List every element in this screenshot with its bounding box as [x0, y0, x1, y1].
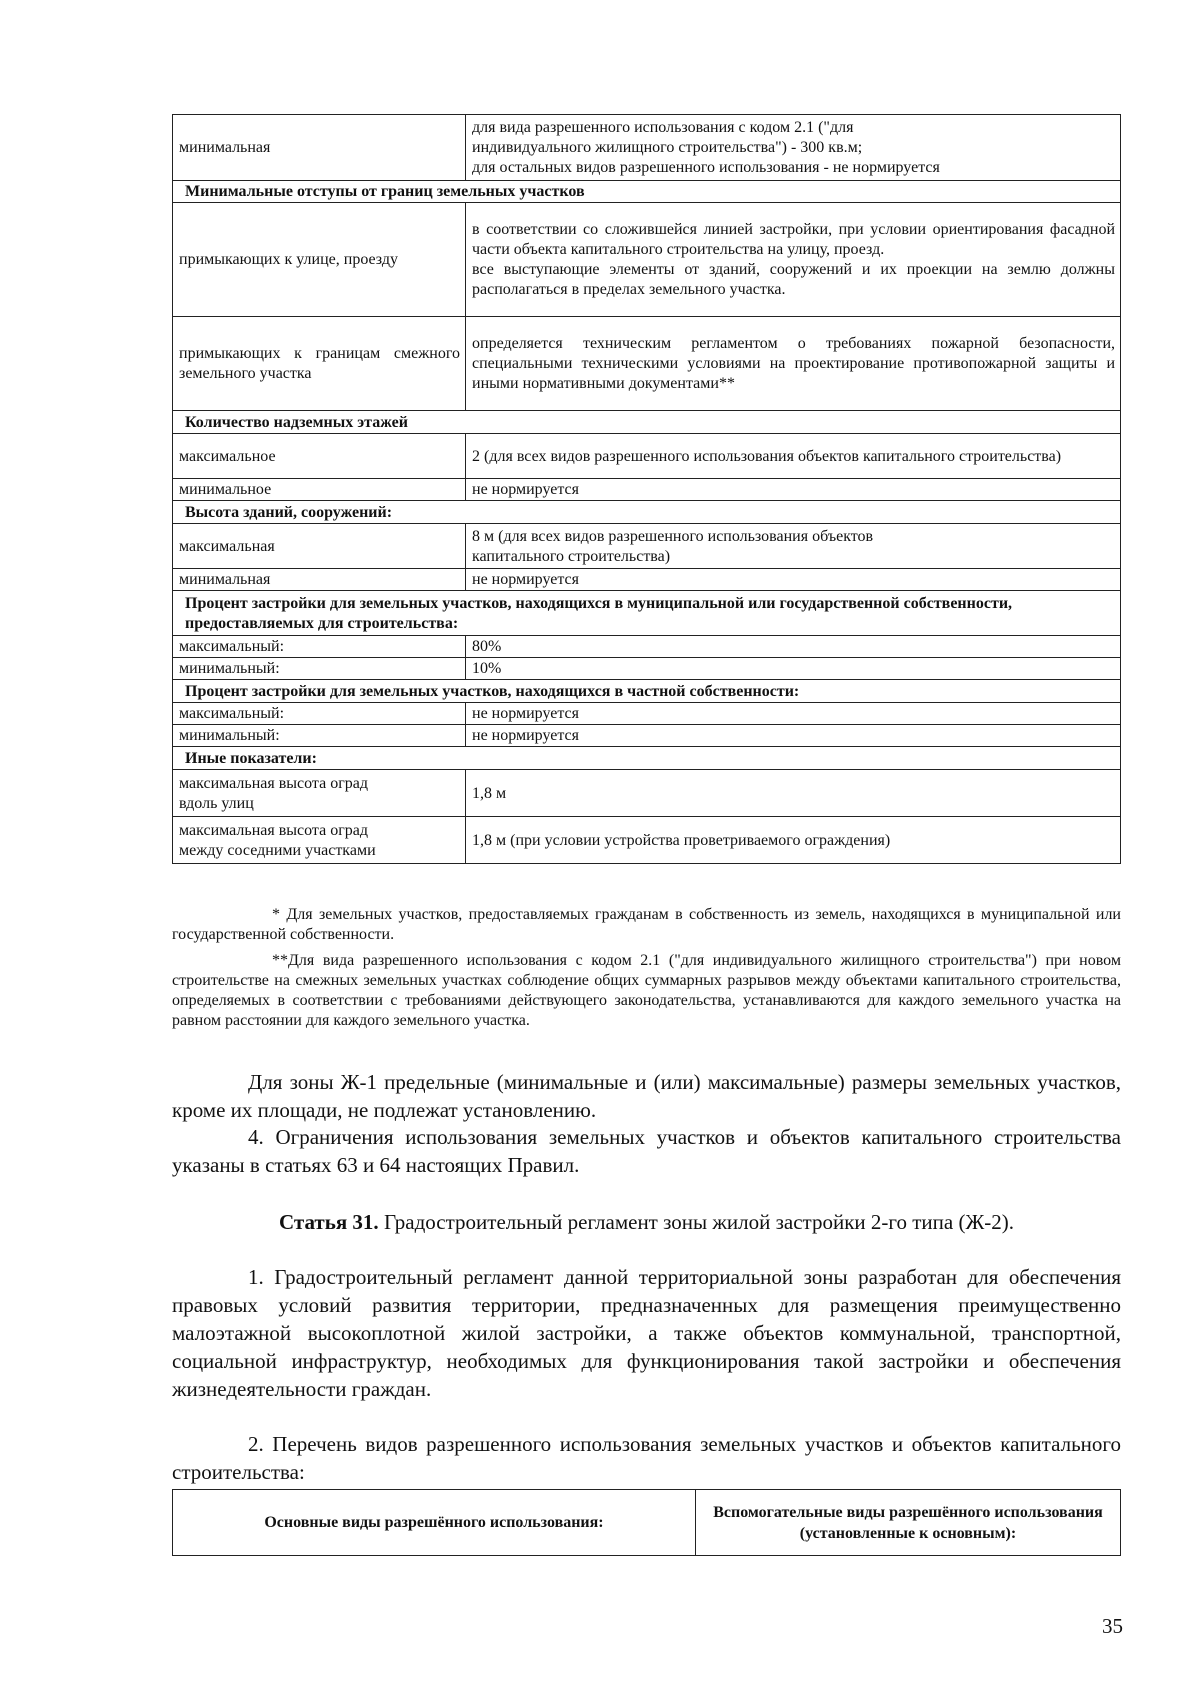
uses-table — [172, 1489, 1121, 1556]
restrictions-paragraph: 4. Ограничения использования земельных участков и объектов капитального строительства указаны в статьях 63 и 64 настоящих Правил. — [172, 1125, 1121, 1177]
page-number: 35 — [1102, 1614, 1123, 1638]
section-header: Минимальные отступы от границ земельных участков — [173, 181, 1121, 203]
table-row — [173, 1490, 1121, 1556]
row-label: максимальная высота оград между соседними участками — [173, 817, 466, 864]
table-row — [173, 817, 1121, 864]
table-row — [173, 115, 1121, 181]
article-title: Градостроительный регламент зоны жилой застройки 2-го типа (Ж-2). — [378, 1210, 1014, 1234]
paragraph-1: 1. Градостроительный регламент данной территориальной зоны разработан для обеспечения правовых условий развития территории, предназначенных для размещения преимущественно малоэтажной высокоплотной жилой застройки, а также объектов коммунальной, транспортной, социальной инфраструктур, необходимых для функционирования такой застройки и обеспечения жизнедеятельности граждан. — [172, 1265, 1121, 1401]
zone-limits-paragraph: Для зоны Ж-1 предельные (минимальные и (или) максимальные) размеры земельных участков, кроме их площади, не подлежат установлению. — [172, 1070, 1121, 1122]
section-header: Процент застройки для земельных участков, находящихся в частной собственности: — [173, 680, 1121, 703]
table-row — [173, 479, 1121, 501]
section-header: Количество надземных этажей — [173, 411, 1121, 434]
main-uses-header: Основные виды разрешённого использования: — [173, 1490, 696, 1556]
row-label: минимальный: — [173, 725, 466, 747]
aux-uses-header: Вспомогательные виды разрешённого использования (установленные к основным): — [696, 1490, 1121, 1556]
row-label: максимальная — [173, 524, 466, 569]
section-header: Высота зданий, сооружений: — [173, 501, 1121, 524]
row-label: минимальный: — [173, 658, 466, 680]
row-label: примыкающих к границам смежного земельного участка — [173, 317, 466, 411]
row-label: примыкающих к улице, проезду — [173, 203, 466, 317]
row-value: не нормируется — [466, 569, 1121, 591]
table-row — [173, 770, 1121, 817]
table-row — [173, 725, 1121, 747]
table-row — [173, 636, 1121, 658]
footnote-1: * Для земельных участков, предоставляемых гражданам в собственность из земель, находящихся в муниципальной или государственной собственности. — [172, 906, 1121, 943]
regulation-table — [172, 114, 1121, 864]
row-value: в соответствии со сложившейся линией застройки, при условии ориентирования фасадной части объекта капитального строительства на улицу, проезд. все выступающие элементы от зданий, сооружений и их проекции на землю должны располагаться в пределах земельного участка. — [466, 203, 1121, 317]
row-label: максимальный: — [173, 636, 466, 658]
footnote-2: **Для вида разрешенного использования с кодом 2.1 ("для индивидуального жилищного строительства") при новом строительстве на смежных земельных участках соблюдение общих суммарных разрывов между объектами капитального строительства, определяемых в соответствии с требованиями действующего законодательства, устанавливаются для каждого земельного участка на равном расстоянии для каждого земельного участка. — [172, 952, 1121, 1029]
row-value: 1,8 м (при условии устройства проветриваемого ограждения) — [466, 817, 1121, 864]
article-label: Статья 31. — [278, 1210, 379, 1234]
row-value: 1,8 м — [466, 770, 1121, 817]
row-label: минимальная — [173, 569, 466, 591]
table-row — [173, 524, 1121, 569]
row-value: 10% — [466, 658, 1121, 680]
row-value: 2 (для всех видов разрешенного использования объектов капитального строительства) — [466, 434, 1121, 479]
paragraph-2: 2. Перечень видов разрешенного использования земельных участков и объектов капитального строительства: — [172, 1432, 1121, 1484]
row-value: не нормируется — [466, 725, 1121, 747]
table-row — [173, 569, 1121, 591]
table-row — [173, 703, 1121, 725]
row-label: минимальное — [173, 479, 466, 501]
row-value: определяется техническим регламентом о требованиях пожарной безопасности, специальными техническими условиями на проектирование противопожарной защиты и иными нормативными документами** — [466, 317, 1121, 411]
section-header: Процент застройки для земельных участков, находящихся в муниципальной или государственной собственности, предоставляемых для строительства: — [173, 591, 1121, 636]
table-row — [173, 434, 1121, 479]
row-label: минимальная — [173, 115, 466, 181]
article-heading — [172, 1208, 1121, 1236]
row-label: максимальная высота оград вдоль улиц — [173, 770, 466, 817]
row-value: для вида разрешенного использования с кодом 2.1 ("для индивидуального жилищного строительства") - 300 кв.м; для остальных видов разрешенного использования - не нормируется — [466, 115, 1121, 181]
table-row — [173, 317, 1121, 411]
section-header: Иные показатели: — [173, 747, 1121, 770]
row-label: максимальное — [173, 434, 466, 479]
table-row — [173, 658, 1121, 680]
row-label: максимальный: — [173, 703, 466, 725]
row-value: не нормируется — [466, 703, 1121, 725]
row-value: 8 м (для всех видов разрешенного использования объектов капитального строительства) — [466, 524, 1121, 569]
table-row — [173, 203, 1121, 317]
row-value: не нормируется — [466, 479, 1121, 501]
row-value: 80% — [466, 636, 1121, 658]
